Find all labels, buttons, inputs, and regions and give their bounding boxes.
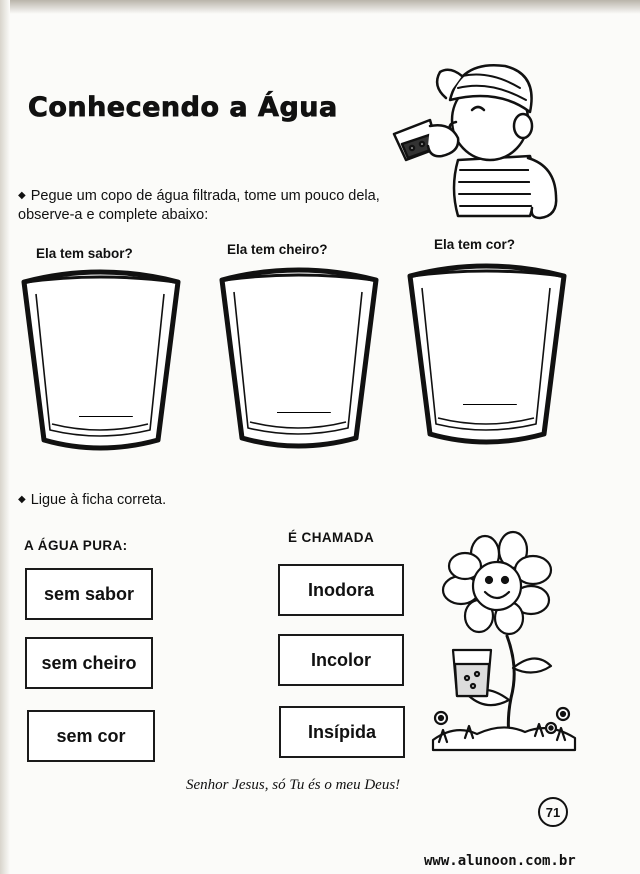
card-inodora[interactable]: Inodora [278,564,404,616]
page-number: 71 [538,797,568,827]
bullet-icon: ◆ [18,494,26,505]
page-edge-shadow [0,0,640,14]
card-sem-cheiro[interactable]: sem cheiro [25,637,153,689]
instruction-link [18,490,166,510]
page-side-shadow [0,0,10,874]
card-sem-cor[interactable]: sem cor [27,710,155,762]
cup-color-icon [404,258,570,450]
instruction-link-text: Ligue à ficha correta. [30,492,167,508]
flower-icon [425,528,585,764]
footer-phrase: Senhor Jesus, só Tu és o meu Deus! [186,777,401,793]
page-title: Conhecendo a Água [28,92,338,123]
answer-blank-color[interactable]: ______ [463,389,517,406]
answer-blank-taste[interactable]: ______ [79,401,133,418]
instruction-observe [18,186,438,225]
card-insipida[interactable]: Insípida [279,706,405,758]
heading-pure-water: A ÁGUA PURA: [24,538,128,553]
card-sem-sabor[interactable]: sem sabor [25,568,153,620]
heading-is-called: É CHAMADA [288,530,375,545]
question-taste: Ela tem sabor? [36,246,133,261]
card-incolor[interactable]: Incolor [278,634,404,686]
cup-smell-icon [216,262,382,454]
answer-blank-smell[interactable]: ______ [277,397,331,414]
instruction-observe-text: Pegue um copo de água filtrada, tome um pouco dela, observe-a e complete abaixo: [18,188,380,223]
question-color: Ela tem cor? [434,237,516,252]
cup-taste-icon [18,264,184,456]
question-smell: Ela tem cheiro? [227,242,328,257]
bullet-icon: ◆ [18,190,26,201]
website-url[interactable]: www.alunoon.com.br [424,853,576,869]
